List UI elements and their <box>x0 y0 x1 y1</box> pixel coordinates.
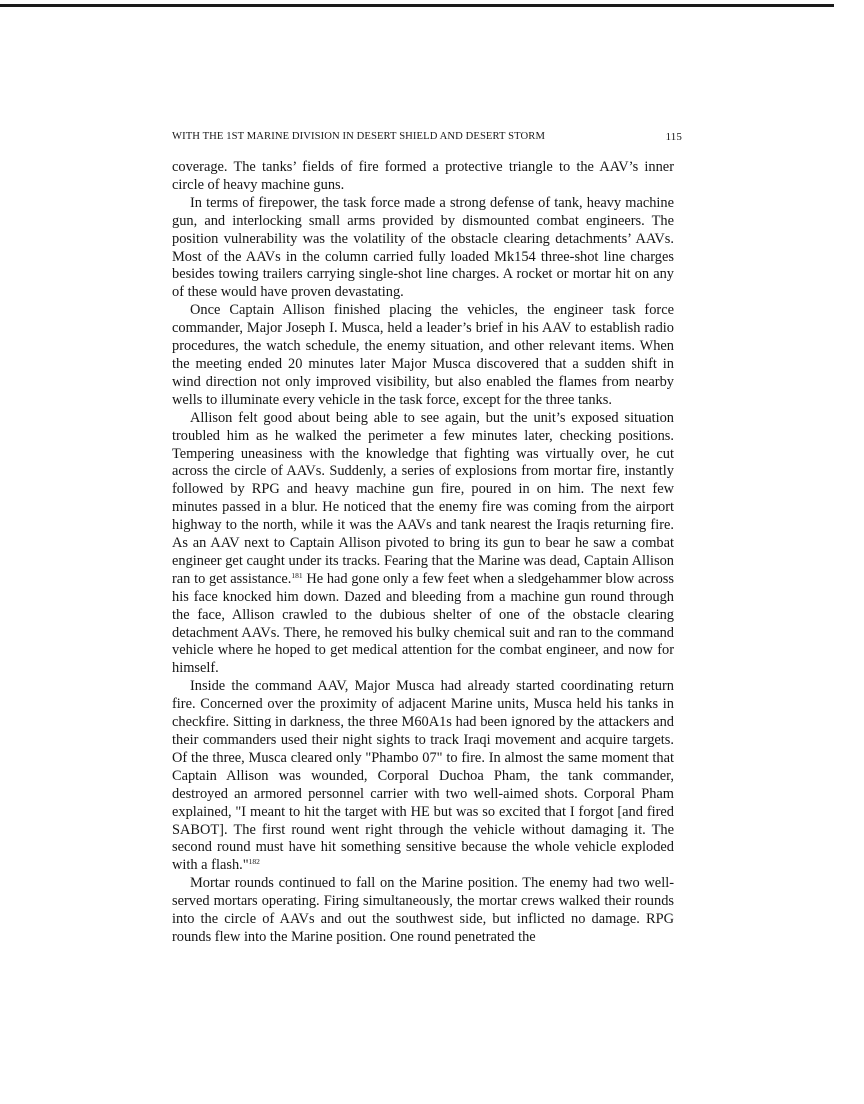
footnote-ref-182: 182 <box>248 857 260 867</box>
paragraph-firepower: In terms of firepower, the task force made a strong defense of tank, heavy machine gun, and interlocking small arms provided by dismounted combat engineers. The position vulnerability was the volatility of the obstacle clearing detachments’ AAVs. Most of the AAVs in the column carried fully loaded Mk154 three-shot line charges besides towing trailers carrying single-shot line charges. A rocket or mortar hit on any of these would have proven devastating. <box>172 194 674 301</box>
paragraph-continuation: coverage. The tanks’ fields of fire formed a protective triangle to the AAV’s inner circle of heavy machine guns. <box>172 159 674 193</box>
paragraph-text: He had gone only a few feet when a sledgehammer blow across his face knocked him down. Dazed and bleeding from a machine gun round through the face, Allison crawled to the dubious shelter of one of the obstacle clearing detachment AAVs. There, he removed his bulky chemical suit and ran to the command vehicle where he hoped to get medical attention for the combat engineer, and now for himself. <box>172 570 674 677</box>
paragraph-allison-wounded <box>172 410 674 679</box>
paragraph-text: Allison felt good about being able to see again, but the unit’s exposed situation troubled him as he walked the perimeter a few minutes later, checking positions. Tempering uneasiness with the knowledge that fighting was virtually over, he cut across the circle of AAVs. Suddenly, a series of explosions from mortar fire, instantly followed by RPG and heavy machine gun fire, poured in on him. The next few minutes passed in a blur. He noticed that the enemy fire was coming from the airport highway to the north, while it was the AAVs and tank nearest the Iraqis returning fire. As an AAV next to Captain Allison pivoted to bring its gun to bear he saw a combat engineer get caught under its tracks. Fearing that the Marine was dead, Captain Allison ran to get assistance. <box>172 409 674 587</box>
running-title: WITH THE 1ST MARINE DIVISION IN DESERT SHIELD AND DESERT STORM <box>172 131 545 142</box>
top-border-rule <box>0 4 834 7</box>
paragraph-mortar-rounds: Mortar rounds continued to fall on the Marine position. The enemy had two well-served mortars operating. Firing simultaneously, the mortar crews walked their rounds into the circle of AAVs and out the southwest side, but inflicted no damage. RPG rounds flew into the Marine position. One round penetrated the <box>172 875 674 945</box>
paragraph-command-aav <box>172 678 674 875</box>
footnote-ref-181: 181 <box>291 570 303 580</box>
body-text <box>172 159 674 947</box>
paragraph-leaders-brief: Once Captain Allison finished placing the vehicles, the engineer task force commander, Major Joseph I. Musca, held a leader’s brief in his AAV to establish radio procedures, the watch schedule, the enemy situation, and other relevant items. When the meeting ended 20 minutes later Major Musca discovered that a sudden shift in wind direction not only improved visibility, but also enabled the flames from nearby wells to illuminate every vehicle in the task force, except for the three tanks. <box>172 302 674 408</box>
page-number: 115 <box>665 131 682 143</box>
paragraph-text: Inside the command AAV, Major Musca had already started coordinating return fire. Concerned over the proximity of adjacent Marine units, Musca held his tanks in checkfire. Sitting in darkness, the three M60A1s had been ignored by the attackers and their commanders used their night sights to track Iraqi movement and acquire targets. Of the three, Musca cleared only "Phambo 07" to fire. In almost the same moment that Captain Allison was wounded, Corporal Duchoa Pham, the tank commander, destroyed an armored personnel carrier with two well-aimed shots. Corporal Pham explained, "I meant to hit the target with HE but was so excited that I forgot [and fired SABOT]. The first round went right through the vehicle without damaging it. The second round must have hit something sensitive because the whole vehicle exploded with a flash." <box>172 678 674 874</box>
